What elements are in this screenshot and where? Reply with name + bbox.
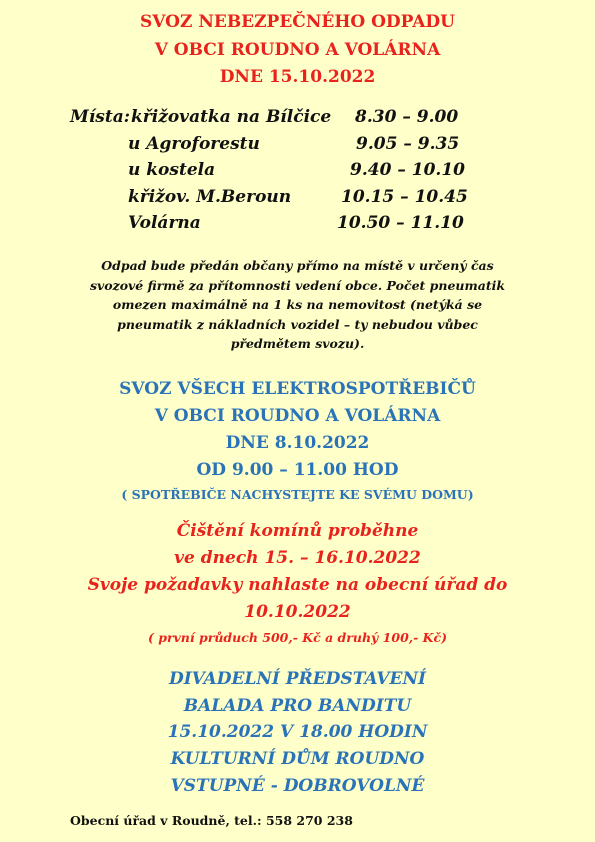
footer-contact: Obecní úřad v Roudně, tel.: 558 270 238 bbox=[70, 813, 353, 828]
chimney-deadline: 10.10.2022 bbox=[244, 602, 351, 622]
electro-title-line2: V OBCI ROUDNO A VOLÁRNA bbox=[154, 406, 441, 426]
electro-title-line1: SVOZ VŠECH ELEKTROSPOTŘEBIČŮ bbox=[119, 379, 476, 399]
waste-date: DNE 15.10.2022 bbox=[219, 67, 376, 87]
electro-date: DNE 8.10.2022 bbox=[225, 433, 370, 453]
stop-place: Volárna bbox=[128, 213, 201, 233]
theatre-venue: KULTURNÍ DŮM ROUDNO bbox=[170, 749, 425, 769]
electro-note: ( SPOTŘEBIČE NACHYSTEJTE KE SVÉMU DOMU) bbox=[121, 487, 474, 502]
stop-time: 8.30 – 9.00 bbox=[355, 107, 459, 127]
chimney-line1: Čištění komínů proběhne bbox=[176, 521, 419, 541]
chimney-prices: ( první průduch 500,- Kč a druhý 100,- Kč) bbox=[147, 630, 448, 645]
stop-time: 10.50 – 11.10 bbox=[337, 213, 464, 233]
waste-title-line1: SVOZ NEBEZPEČNÉHO ODPADU bbox=[140, 12, 455, 32]
waste-title-line2: V OBCI ROUDNO A VOLÁRNA bbox=[154, 40, 441, 60]
places-label: Místa: bbox=[70, 107, 130, 127]
theatre-line1: DIVADELNÍ PŘEDSTAVENÍ bbox=[168, 669, 427, 689]
note-line: Odpad bude předán občany přímo na místě v určený čas bbox=[101, 258, 494, 273]
chimney-line3: Svoje požadavky nahlaste na obecní úřad do bbox=[87, 575, 508, 595]
note-line: pneumatik z nákladních vozidel – ty nebudou vůbec bbox=[117, 316, 478, 332]
theatre-date: 15.10.2022 V 18.00 HODIN bbox=[167, 722, 428, 742]
note-line: předmětem svozu). bbox=[230, 336, 365, 351]
waste-note bbox=[75, 256, 520, 354]
stop-place: u Agroforestu bbox=[128, 134, 260, 154]
stop-time: 10.15 – 10.45 bbox=[341, 187, 468, 207]
stop-time: 9.40 – 10.10 bbox=[350, 160, 465, 180]
theatre-title: BALADA PRO BANDITU bbox=[183, 696, 412, 716]
note-line: omezen maximálně na 1 ks na nemovitost (netýká se bbox=[112, 297, 483, 312]
stop-place: u kostela bbox=[128, 160, 216, 180]
stop-place: křižovatka na Bílčice bbox=[131, 107, 332, 127]
stop-time: 9.05 – 9.35 bbox=[356, 134, 460, 154]
chimney-line2: ve dnech 15. – 16.10.2022 bbox=[174, 548, 421, 568]
electro-hours: OD 9.00 – 11.00 HOD bbox=[196, 460, 399, 480]
note-line: svozové firmě za přítomnosti vedení obce. Počet pneumatik bbox=[89, 277, 506, 293]
theatre-entry: VSTUPNÉ - DOBROVOLNÉ bbox=[170, 776, 425, 796]
stop-place: křižov. M.Beroun bbox=[128, 187, 292, 207]
